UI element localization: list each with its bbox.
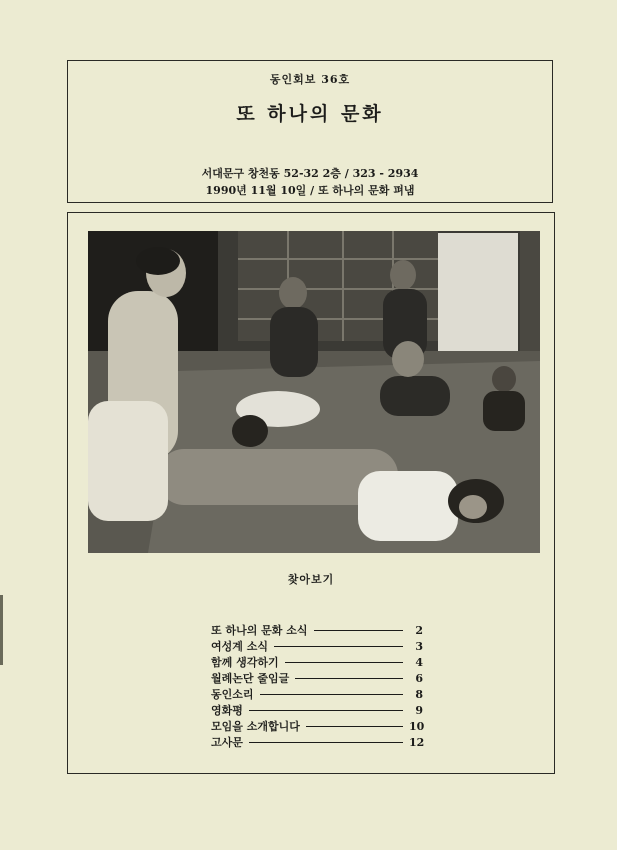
toc-item bbox=[211, 638, 423, 654]
issue-number: 동인회보 36호 bbox=[269, 73, 351, 86]
toc-item bbox=[211, 718, 423, 734]
toc-item-label: 영화평 bbox=[211, 704, 243, 717]
toc-item bbox=[211, 622, 423, 638]
toc-item bbox=[211, 654, 423, 670]
toc-heading: 찾아보기 bbox=[287, 573, 335, 586]
toc-item-page: 12 bbox=[409, 735, 425, 749]
publisher-address: 서대문구 창천동 52-32 2층 / 323 - 2934 bbox=[201, 167, 419, 180]
toc-leader-line bbox=[314, 630, 404, 631]
toc-item bbox=[211, 734, 423, 750]
cover-photo bbox=[88, 231, 540, 553]
toc-item-page: 2 bbox=[415, 623, 423, 637]
toc-item-label: 여성계 소식 bbox=[211, 640, 268, 653]
table-of-contents bbox=[211, 622, 423, 750]
publication-date: 1990년 11월 10일 / 또 하나의 문화 펴냄 bbox=[205, 184, 415, 197]
toc-item-page: 8 bbox=[415, 687, 423, 701]
content-box bbox=[67, 212, 555, 774]
toc-leader-line bbox=[260, 694, 403, 695]
toc-item-page: 3 bbox=[415, 639, 423, 653]
toc-item-page: 4 bbox=[415, 655, 423, 669]
newsletter-title: 또 하나의 문화 bbox=[236, 103, 384, 125]
toc-item-label: 모임을 소개합니다 bbox=[211, 720, 300, 733]
masthead bbox=[67, 60, 553, 203]
toc-item-page: 10 bbox=[409, 719, 425, 733]
toc-leader-line bbox=[249, 710, 403, 711]
toc-leader-line bbox=[285, 662, 403, 663]
toc-item-label: 월례논단 줄임글 bbox=[211, 672, 290, 685]
toc-item-page: 6 bbox=[415, 671, 423, 685]
toc-item-label: 또 하나의 문화 소식 bbox=[211, 624, 308, 637]
toc-item bbox=[211, 686, 423, 702]
toc-leader-line bbox=[295, 678, 403, 679]
toc-item-label: 고사문 bbox=[211, 736, 243, 749]
toc-item bbox=[211, 670, 423, 686]
page-edge-shadow bbox=[0, 595, 3, 665]
toc-item bbox=[211, 702, 423, 718]
toc-item-page: 9 bbox=[415, 703, 423, 717]
toc-item-label: 함께 생각하기 bbox=[211, 656, 279, 669]
toc-leader-line bbox=[306, 726, 403, 727]
toc-item-label: 동인소리 bbox=[211, 688, 254, 701]
toc-leader-line bbox=[274, 646, 403, 647]
toc-leader-line bbox=[249, 742, 403, 743]
